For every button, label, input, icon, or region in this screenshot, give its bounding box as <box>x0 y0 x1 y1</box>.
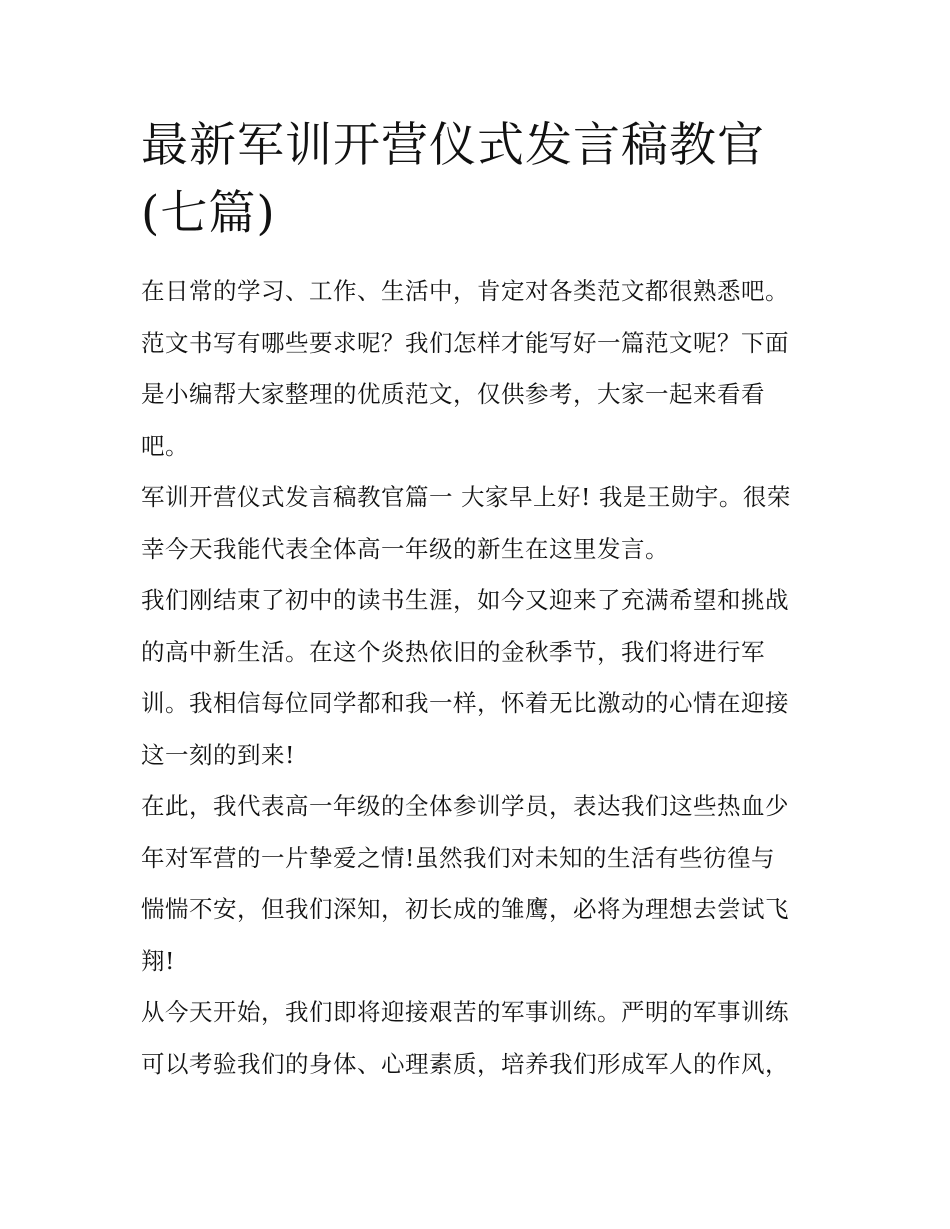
text-line: 惴惴不安，但我们深知，初长成的雏鹰，必将为理想去尝试飞 <box>141 895 789 923</box>
document-page <box>141 112 813 1090</box>
text-line: 的高中新生活。在这个炎热依旧的金秋季节，我们将进行军 <box>141 637 765 666</box>
text-line: 是小编帮大家整理的优质范文，仅供参考，大家一起来看看 <box>141 380 765 408</box>
text-line: 军训开营仪式发言稿教官篇一 大家早上好! 我是王勋宇。很荣 <box>141 483 791 511</box>
title-line: 最新军训开营仪式发言稿教官 <box>141 118 765 173</box>
text-line: 幸今天我能代表全体高一年级的新生在这里发言。 <box>141 534 669 563</box>
paragraph-representation <box>141 781 813 987</box>
text-line: 吧。 <box>141 431 189 460</box>
document-body <box>141 266 813 1090</box>
text-line: 范文书写有哪些要求呢？我们怎样才能写好一篇范文呢？下面 <box>141 328 789 357</box>
text-line: 翔! <box>141 946 175 975</box>
text-line: 在日常的学习、工作、生活中，肯定对各类范文都很熟悉吧。 <box>141 277 789 305</box>
text-line: 年对军营的一片挚爱之情!虽然我们对未知的生活有些彷徨与 <box>141 843 775 872</box>
text-line: 这一刻的到来! <box>141 740 295 769</box>
text-line: 从今天开始，我们即将迎接艰苦的军事训练。严明的军事训练 <box>141 998 789 1026</box>
text-line: 可以考验我们的身体、心理素质，培养我们形成军人的作风， <box>141 1049 789 1078</box>
paragraph-greeting <box>141 472 813 575</box>
text-line: 训。我相信每位同学都和我一样，怀着无比激动的心情在迎接 <box>141 689 789 717</box>
paragraph-training <box>141 987 813 1090</box>
title-line: (七篇) <box>141 186 276 241</box>
text-line: 我们刚结束了初中的读书生涯，如今又迎来了充满希望和挑战 <box>141 586 789 614</box>
paragraph-intro <box>141 266 813 472</box>
document-title <box>141 112 813 248</box>
text-line: 在此，我代表高一年级的全体参训学员，表达我们这些热血少 <box>141 792 789 820</box>
paragraph-new-life <box>141 575 813 781</box>
